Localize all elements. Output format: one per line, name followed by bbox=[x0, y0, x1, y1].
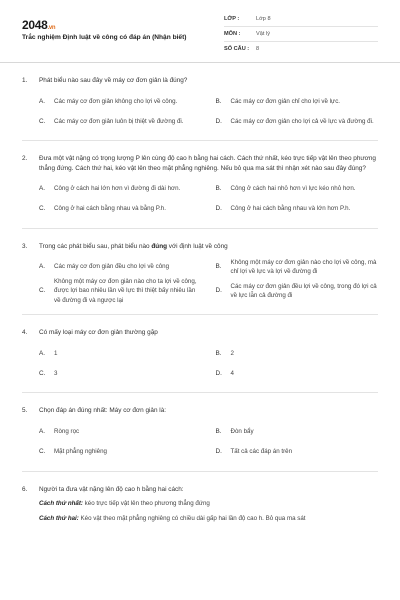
option-a[interactable] bbox=[39, 422, 202, 442]
option-text: Các máy cơ đơn giản luôn bị thiệt về đường đi. bbox=[54, 117, 184, 125]
option-text: Công ở cách hai nhỏ hơn vì lực kéo nhỏ hơn. bbox=[230, 185, 356, 193]
info-value: 8 bbox=[256, 46, 260, 53]
option-letter: D. bbox=[215, 205, 222, 213]
option-letter: D. bbox=[215, 369, 222, 377]
option-letter: A. bbox=[39, 185, 46, 193]
option-text: Ròng rọc bbox=[54, 427, 80, 435]
option-letter: C. bbox=[39, 205, 46, 213]
question-text: Người ta đưa vật nặng lên độ cao h bằng hai cách: bbox=[39, 485, 184, 493]
option-b[interactable] bbox=[216, 343, 379, 363]
option-letter: A. bbox=[39, 349, 46, 357]
question-text-before: Trong các phát biểu sau, phát biểu nào bbox=[39, 242, 152, 250]
question-text: Phát biểu nào sau đây về máy cơ đơn giản là đúng? bbox=[39, 77, 188, 84]
option-b[interactable] bbox=[216, 257, 379, 277]
question-emphasis: đúng bbox=[151, 242, 168, 250]
option-text: Không một máy cơ đơn giản nào cho lợi về công, mà chỉ lợi về lực và lợi về đường đi bbox=[230, 258, 377, 276]
paragraph-text: Kéo vật theo mặt phẳng nghiêng có chiều dài gấp hai lần độ cao h. Bỏ qua ma sát bbox=[78, 514, 306, 522]
option-letter: C. bbox=[39, 117, 46, 125]
question-text bbox=[39, 242, 228, 251]
paragraph-text: kéo trực tiếp vật lên theo phương thẳng đứng bbox=[82, 499, 210, 507]
question-3 bbox=[22, 229, 378, 315]
question-5 bbox=[22, 393, 378, 471]
option-text: 3 bbox=[54, 369, 58, 377]
option-d[interactable] bbox=[216, 277, 379, 305]
question-number: 4. bbox=[22, 329, 28, 337]
option-letter: B. bbox=[215, 349, 222, 357]
option-text: Không một máy cơ đơn giản nào cho ta lợi về công, được lợi bao nhiêu lần về lực thì thiệt bấy nhiêu lần về đường đi và ngược lại bbox=[54, 278, 197, 304]
info-row-class bbox=[224, 12, 378, 27]
option-c[interactable] bbox=[39, 199, 202, 219]
option-text: 1 bbox=[54, 349, 58, 357]
option-text: Các máy cơ đơn giản không cho lợi về công. bbox=[54, 97, 178, 105]
question-4 bbox=[22, 315, 378, 393]
info-table bbox=[224, 12, 378, 57]
info-label: MÔN : bbox=[224, 30, 241, 37]
question-number: 3. bbox=[22, 242, 28, 250]
question-text: Có mấy loại máy cơ đơn giản thường gặp bbox=[39, 329, 158, 337]
option-letter: B. bbox=[215, 263, 222, 271]
option-letter: D. bbox=[215, 447, 222, 455]
option-letter: B. bbox=[215, 427, 222, 435]
option-a[interactable] bbox=[39, 179, 202, 199]
question-text-after: với định luật về công bbox=[167, 242, 228, 250]
info-row-count bbox=[224, 42, 378, 57]
option-c[interactable] bbox=[39, 442, 202, 462]
option-text: 2 bbox=[230, 349, 234, 357]
question-1 bbox=[22, 63, 378, 141]
option-text: Các máy cơ đơn giản đều cho lợi về công bbox=[54, 263, 170, 271]
option-text: Đòn bẩy bbox=[230, 427, 254, 435]
option-d[interactable] bbox=[216, 442, 379, 462]
question-number: 1. bbox=[22, 77, 28, 84]
logo-suffix: .vn bbox=[47, 25, 56, 31]
option-letter: B. bbox=[215, 97, 222, 105]
option-letter: D. bbox=[215, 287, 222, 295]
option-text: Các máy cơ đơn giản cho lợi cả về lực và đường đi. bbox=[230, 117, 374, 125]
question-paragraph bbox=[22, 494, 378, 509]
question-number: 6. bbox=[22, 485, 28, 493]
option-letter: D. bbox=[215, 117, 222, 125]
option-c[interactable] bbox=[39, 363, 202, 383]
question-text: Chọn đáp án đúng nhất: Máy cơ đơn giản là: bbox=[39, 407, 167, 415]
option-a[interactable] bbox=[39, 91, 202, 111]
option-d[interactable] bbox=[216, 363, 379, 383]
page-title: Trắc nghiệm Định luật về công có đáp án (Nhận biết) bbox=[22, 34, 187, 41]
question-number: 5. bbox=[22, 407, 28, 415]
paragraph-label: Cách thứ hai: bbox=[39, 514, 79, 522]
info-label: SỐ CÂU : bbox=[224, 46, 250, 53]
option-b[interactable] bbox=[216, 179, 379, 199]
option-letter: A. bbox=[39, 263, 46, 271]
option-text: Công ở hai cách bằng nhau và bằng P.h. bbox=[54, 205, 166, 213]
info-value: Lớp 8 bbox=[256, 15, 271, 22]
option-c[interactable] bbox=[39, 111, 202, 131]
option-letter: C. bbox=[39, 287, 46, 295]
question-2 bbox=[22, 141, 378, 229]
option-text: Mặt phẳng nghiêng bbox=[54, 447, 107, 455]
option-letter: B. bbox=[215, 185, 222, 193]
paragraph-label: Cách thứ nhất: bbox=[39, 499, 83, 507]
info-value: Vật lý bbox=[256, 30, 270, 37]
option-letter: A. bbox=[39, 427, 46, 435]
info-row-subject bbox=[224, 27, 378, 42]
option-b[interactable] bbox=[216, 422, 379, 442]
option-letter: A. bbox=[39, 97, 46, 105]
option-text: Tất cả các đáp án trên bbox=[230, 447, 293, 455]
question-number: 2. bbox=[22, 155, 28, 163]
option-a[interactable] bbox=[39, 343, 202, 363]
option-d[interactable] bbox=[216, 111, 379, 131]
option-c[interactable] bbox=[39, 277, 202, 305]
option-text: Công ở cách hai lớn hơn vì đường đi dài hơn. bbox=[54, 185, 181, 193]
option-d[interactable] bbox=[216, 199, 379, 219]
option-letter: C. bbox=[39, 447, 46, 455]
option-text: Các máy cơ đơn giản đều lợi về công, trong đó lợi cả về lực lẫn cả đường đi bbox=[230, 282, 377, 300]
site-logo[interactable] bbox=[22, 17, 55, 34]
option-text: Các máy cơ đơn giản chỉ cho lợi về lực. bbox=[230, 97, 341, 105]
option-text: 4 bbox=[230, 369, 234, 377]
question-list bbox=[0, 63, 400, 533]
option-b[interactable] bbox=[216, 91, 379, 111]
option-letter: C. bbox=[39, 369, 46, 377]
page-header bbox=[0, 0, 400, 63]
question-paragraph bbox=[22, 509, 378, 524]
logo-main: 2048 bbox=[22, 18, 48, 32]
info-label: LỚP : bbox=[224, 15, 240, 22]
option-text: Công ở hai cách bằng nhau và lớn hơn P.h. bbox=[230, 205, 351, 213]
question-text: Đưa một vật nặng có trọng lượng P lên cùng độ cao h bằng hai cách. Cách thứ nhất, kéo trực tiếp vật lên theo phương thẳng đứng. Cách thứ hai, kéo vật lên theo mặt phẳng nghiêng. Nếu bỏ qua ma sát thì nhận xét nào sau đây đúng? bbox=[39, 155, 376, 172]
question-6 bbox=[22, 472, 378, 533]
option-a[interactable] bbox=[39, 257, 202, 277]
